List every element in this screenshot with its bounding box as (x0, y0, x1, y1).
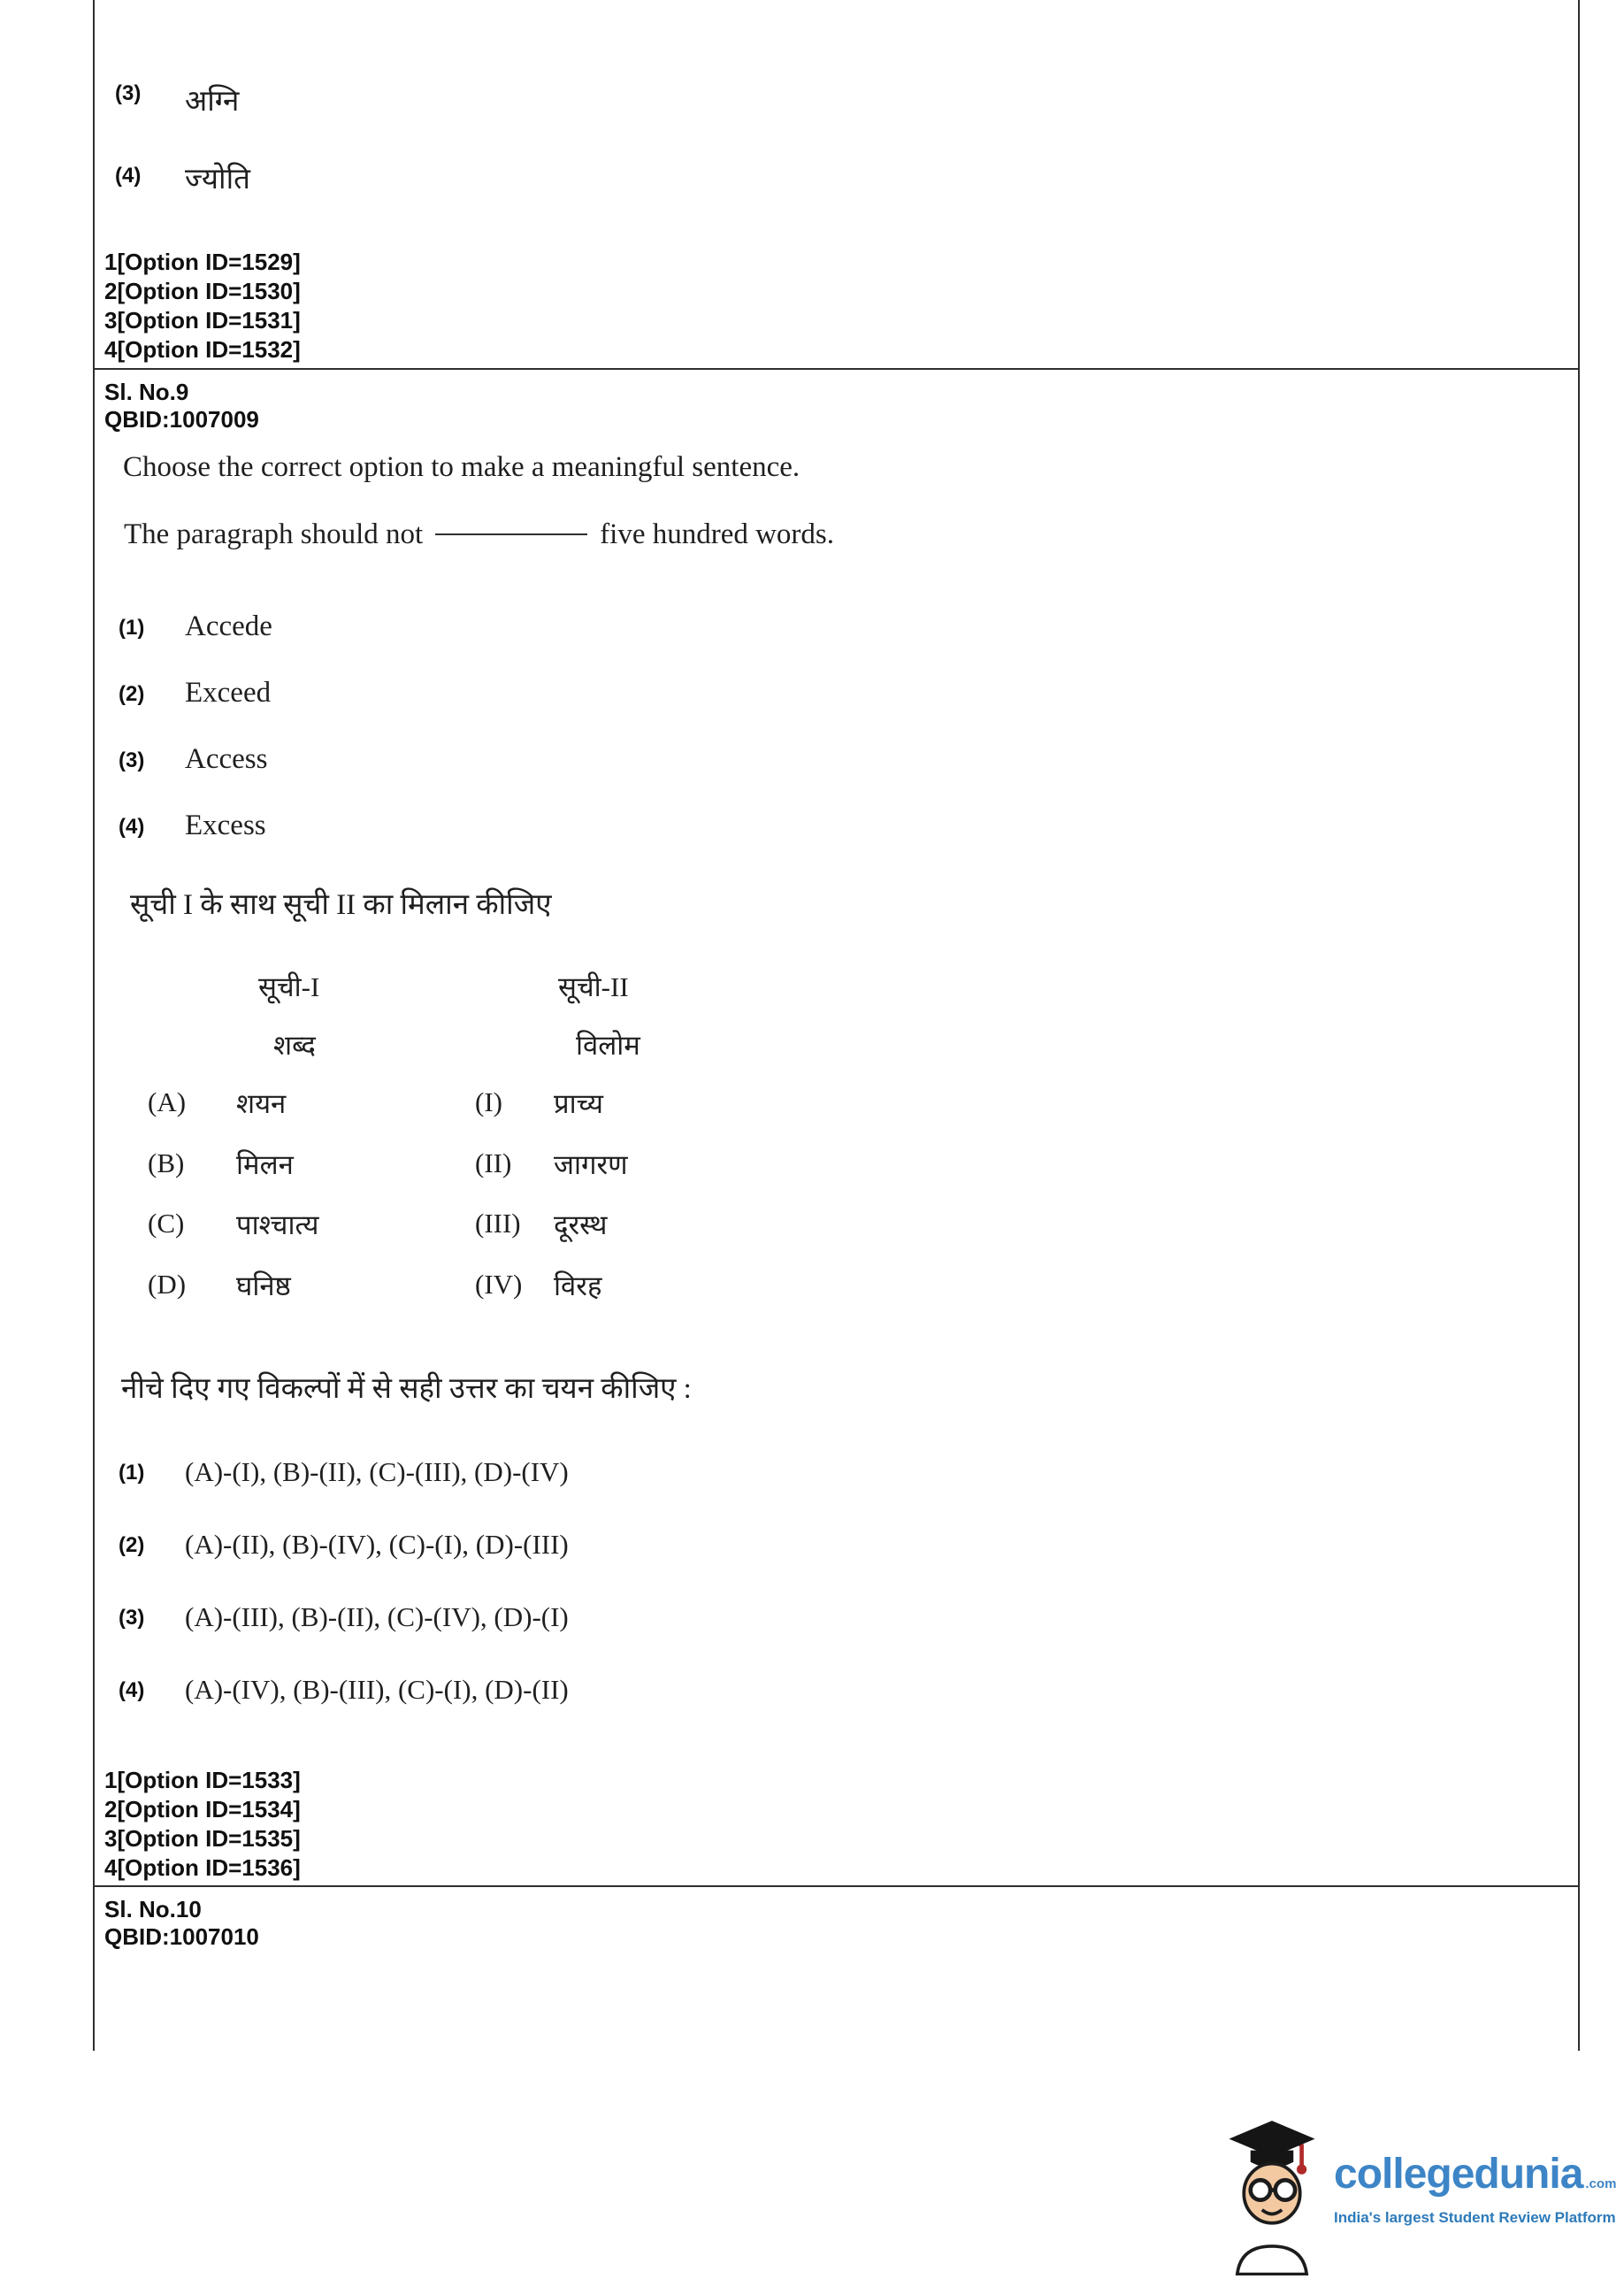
option-number: (1) (119, 1461, 145, 1485)
option-id: 1[Option ID=1533] (104, 1767, 301, 1793)
row-divider-q8-q9 (93, 368, 1580, 370)
option-id: 4[Option ID=1536] (104, 1854, 301, 1881)
match-row-word: पाश्चात्य (236, 1209, 319, 1240)
sentence-pre: The paragraph should not (124, 518, 424, 550)
option-text: ज्योति (185, 164, 250, 196)
option-text: (A)-(II), (B)-(IV), (C)-(I), (D)-(III) (185, 1529, 569, 1560)
match-row-antonym: जागरण (554, 1149, 628, 1180)
match-row-antonym: विरह (554, 1270, 602, 1301)
blank-line (435, 533, 587, 535)
option-text: (A)-(III), (B)-(II), (C)-(IV), (D)-(I) (185, 1601, 569, 1632)
match-row-label: (C) (148, 1208, 185, 1239)
match-row-word: मिलन (236, 1149, 294, 1180)
table-right-border (1578, 0, 1580, 2051)
match-col2-subheader: विलोम (576, 1030, 640, 1061)
fill-in-sentence (124, 518, 834, 551)
option-number: (3) (119, 748, 145, 772)
match-row-label: (B) (148, 1147, 185, 1178)
sentence-post: five hundred words. (600, 518, 835, 550)
option-number: (3) (119, 1606, 145, 1630)
question-prompt: Choose the correct option to make a meaningful sentence. (123, 451, 801, 483)
option-id: 1[Option ID=1529] (104, 249, 301, 275)
option-text: Access (185, 743, 268, 775)
option-id-list (104, 1766, 301, 1883)
serial-number: Sl. No.9 (104, 379, 189, 405)
match-col1-header: सूची-I (258, 971, 320, 1002)
option-number: (1) (119, 616, 145, 640)
collegedunia-mascot-icon (1222, 2116, 1321, 2275)
brand-tagline: India's largest Student Review Platform (1334, 2209, 1616, 2226)
match-row-roman: (III) (475, 1208, 521, 1239)
choose-answer-intro: नीचे दिए गए विकल्पों में से सही उत्तर का चयन कीजिए : (121, 1373, 692, 1405)
option-id: 3[Option ID=1535] (104, 1825, 301, 1852)
match-row-label: (A) (148, 1086, 187, 1117)
option-number: (2) (119, 682, 145, 706)
match-row-word: घनिष्ठ (236, 1270, 291, 1301)
option-number: (4) (115, 164, 142, 188)
option-text: (A)-(I), (B)-(II), (C)-(III), (D)-(IV) (185, 1456, 569, 1487)
match-row-roman: (I) (475, 1086, 502, 1117)
match-row-antonym: दूरस्थ (554, 1209, 608, 1240)
option-id: 4[Option ID=1532] (104, 336, 301, 363)
option-id: 3[Option ID=1531] (104, 307, 301, 334)
option-number: (4) (119, 1678, 145, 1702)
option-id: 2[Option ID=1530] (104, 278, 301, 304)
collegedunia-logo (1222, 2116, 1616, 2275)
match-row-label: (D) (148, 1269, 187, 1300)
row-divider-q9-q10 (93, 1885, 1580, 1887)
option-text: अग्नि (185, 86, 240, 118)
option-number: (4) (119, 815, 145, 839)
serial-number: Sl. No.10 (104, 1896, 202, 1922)
match-row-roman: (IV) (475, 1269, 523, 1300)
match-row-antonym: प्राच्य (554, 1088, 603, 1119)
option-text: Excess (185, 810, 266, 841)
option-text: Exceed (185, 677, 272, 709)
brand-text-block (1334, 2116, 1616, 2227)
question-bank-id: QBID:1007009 (104, 406, 259, 433)
table-left-border (93, 0, 95, 2051)
option-number: (3) (115, 81, 142, 105)
option-text: (A)-(IV), (B)-(III), (C)-(I), (D)-(II) (185, 1674, 569, 1705)
option-id: 2[Option ID=1534] (104, 1796, 301, 1822)
match-col1-subheader: शब्द (273, 1030, 316, 1061)
option-number: (2) (119, 1533, 145, 1557)
match-lists-intro: सूची I के साथ सूची II का मिलान कीजिए (130, 889, 552, 921)
option-text: Accede (185, 610, 272, 642)
brand-name: collegedunia (1334, 2151, 1583, 2198)
brand-suffix: .com (1585, 2176, 1617, 2191)
match-col2-header: सूची-II (558, 971, 629, 1002)
match-row-roman: (II) (475, 1147, 512, 1178)
question-bank-id: QBID:1007010 (104, 1923, 259, 1950)
option-id-list (104, 248, 301, 364)
match-row-word: शयन (236, 1088, 287, 1119)
